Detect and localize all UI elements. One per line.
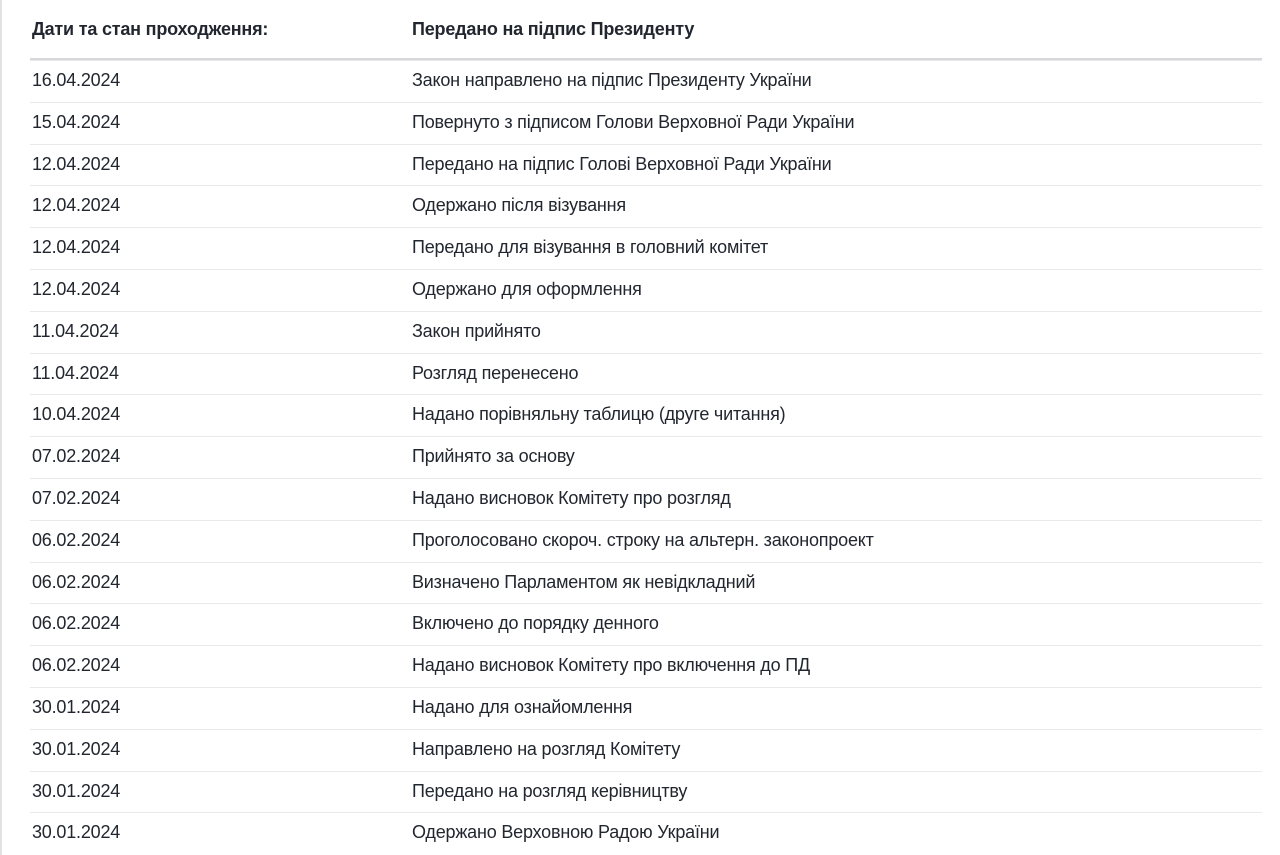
table-row — [2, 645, 1280, 687]
table-rows-container — [2, 60, 1280, 854]
row-date: 07.02.2024 — [32, 488, 121, 509]
table-row — [2, 311, 1280, 353]
table-row — [2, 812, 1280, 854]
row-date: 06.02.2024 — [32, 571, 121, 592]
row-status: Одержано Верховною Радою України — [412, 822, 720, 843]
table-row — [2, 185, 1280, 227]
column-header-current-stage: Передано на підпис Президенту — [412, 19, 695, 40]
table-row — [2, 102, 1280, 144]
row-date: 06.02.2024 — [32, 613, 121, 634]
row-date: 06.02.2024 — [32, 529, 121, 550]
row-date: 30.01.2024 — [32, 697, 121, 718]
table-row — [2, 520, 1280, 562]
row-status: Передано для візування в головний комітет — [412, 237, 769, 258]
row-date: 12.04.2024 — [32, 237, 121, 258]
table-row — [2, 687, 1280, 729]
row-date: 30.01.2024 — [32, 738, 121, 759]
row-date: 12.04.2024 — [32, 153, 121, 174]
row-status: Розгляд перенесено — [412, 362, 579, 383]
row-status: Включено до порядку денного — [412, 613, 659, 634]
bill-status-table — [2, 0, 1280, 854]
row-status: Проголосовано скороч. строку на альтерн. законопроект — [412, 529, 874, 550]
column-header-dates-and-status: Дати та стан проходження: — [32, 19, 269, 40]
table-row — [2, 394, 1280, 436]
row-date: 10.04.2024 — [32, 404, 121, 425]
row-date: 16.04.2024 — [32, 70, 121, 91]
row-status: Прийнято за основу — [412, 446, 575, 467]
row-date: 06.02.2024 — [32, 655, 121, 676]
row-date: 11.04.2024 — [32, 362, 119, 383]
row-date: 30.01.2024 — [32, 822, 121, 843]
row-status: Визначено Парламентом як невідкладний — [412, 571, 756, 592]
table-row — [2, 771, 1280, 813]
row-status: Закон направлено на підпис Президенту України — [412, 70, 812, 91]
row-status: Передано на підпис Голові Верховної Ради України — [412, 153, 832, 174]
table-row — [2, 562, 1280, 604]
row-date: 30.01.2024 — [32, 780, 121, 801]
table-row — [2, 227, 1280, 269]
row-status: Надано для ознайомлення — [412, 697, 633, 718]
row-status: Направлено на розгляд Комітету — [412, 738, 681, 759]
row-status: Закон прийнято — [412, 320, 541, 341]
row-date: 12.04.2024 — [32, 279, 121, 300]
row-status: Надано порівняльну таблицю (друге читання) — [412, 404, 786, 425]
row-date: 07.02.2024 — [32, 446, 121, 467]
row-date: 15.04.2024 — [32, 111, 121, 132]
row-status: Передано на розгляд керівництву — [412, 780, 688, 801]
table-row — [2, 603, 1280, 645]
table-row — [2, 478, 1280, 520]
row-date: 12.04.2024 — [32, 195, 121, 216]
row-date: 11.04.2024 — [32, 320, 119, 341]
table-row — [2, 436, 1280, 478]
table-row — [2, 353, 1280, 395]
row-status: Надано висновок Комітету про розгляд — [412, 488, 731, 509]
table-row — [2, 60, 1280, 102]
table-row — [2, 144, 1280, 186]
table-header-row — [2, 0, 1280, 60]
row-status: Надано висновок Комітету про включення до ПД — [412, 655, 810, 676]
table-row — [2, 269, 1280, 311]
row-status: Одержано для оформлення — [412, 279, 642, 300]
row-status: Одержано після візування — [412, 195, 626, 216]
table-row — [2, 729, 1280, 771]
row-status: Повернуто з підписом Голови Верховної Ради України — [412, 111, 855, 132]
